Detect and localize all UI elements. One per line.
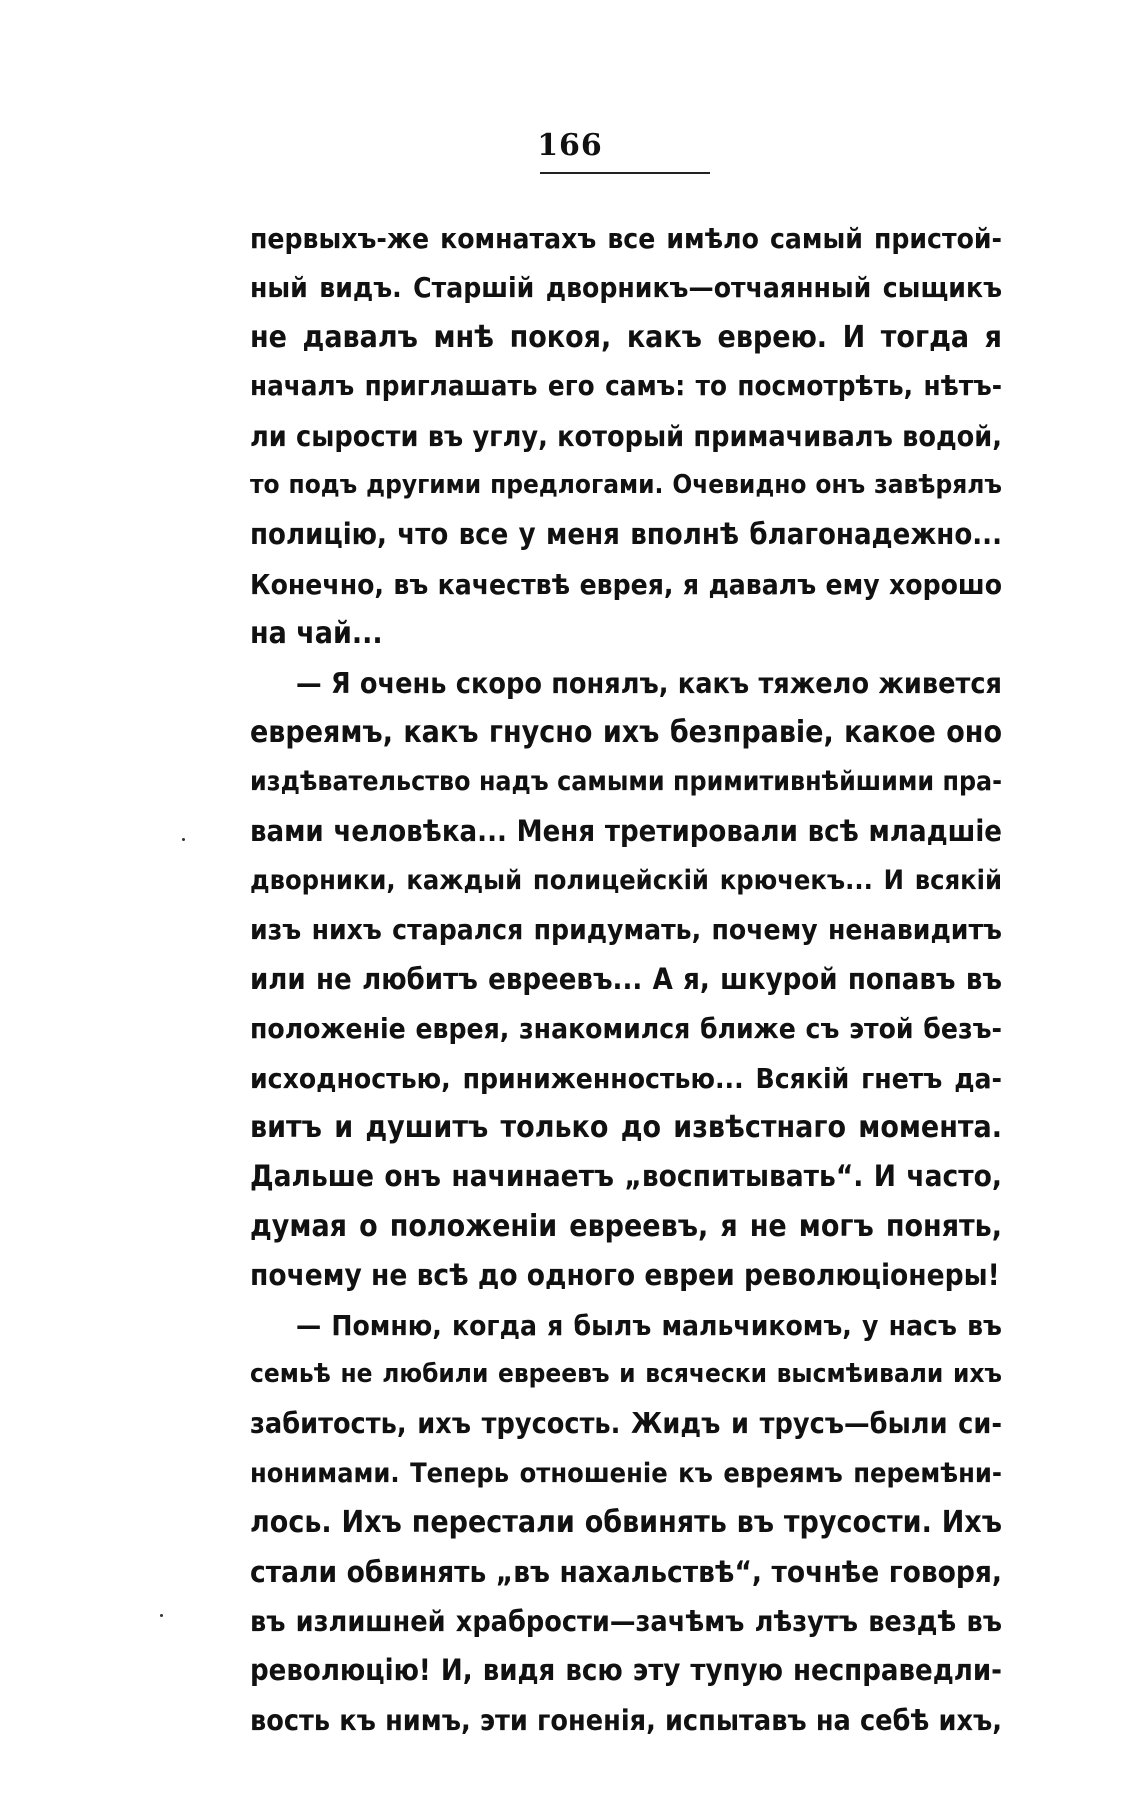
text-line: первыхъ-же комнатахъ все имѣло самый пристой- — [250, 222, 1002, 255]
text-line: исходностью, приниженностью... Всякій гнетъ да- — [250, 1061, 1002, 1095]
text-line: — Я очень скоро понялъ, какъ тяжело живется — [296, 666, 1002, 700]
text-line: революцію! И, видя всю эту тупую несправедли- — [250, 1653, 1002, 1688]
text-line: дворники, каждый полицейскій крючекъ... И всякій — [250, 865, 1002, 897]
header-rule — [540, 172, 710, 174]
scan-speck — [182, 838, 185, 841]
text-line: — Помню, когда я былъ мальчикомъ, у насъ въ — [296, 1308, 1002, 1342]
paragraph — [250, 214, 1002, 659]
text-line: то подъ другими предлогами. Очевидно онъ завѣрялъ — [250, 469, 1002, 500]
text-line: вами человѣка... Меня третировали всѣ младшіе — [250, 813, 1002, 848]
paragraph — [250, 1301, 1002, 1746]
text-line: положеніе еврея, знакомился ближе съ этой безъ- — [250, 1012, 1002, 1046]
text-line: не давалъ мнѣ покоя, какъ еврею. И тогда я — [250, 319, 1002, 355]
text-line: забитость, ихъ трусость. Жидъ и трусъ—были си- — [250, 1407, 1002, 1441]
text-line: витъ и душитъ только до извѣстнаго момента. — [250, 1110, 1002, 1146]
text-line: нонимами. Теперь отношеніе къ евреямъ перемѣни- — [250, 1457, 1002, 1489]
paragraph — [250, 659, 1002, 1301]
text-line: ный видъ. Старшій дворникъ—отчаянный сыщикъ — [250, 271, 1002, 305]
body-text — [250, 214, 1002, 1745]
text-line: Дальше онъ начинаетъ „воспитывать“. И часто, — [250, 1159, 1002, 1194]
page-number: 166 — [537, 128, 603, 163]
text-line: изъ нихъ старался придумать, почему ненавидитъ — [250, 913, 1002, 947]
text-line: вость къ нимъ, эти гоненія, испытавъ на себѣ ихъ, — [250, 1703, 1002, 1737]
text-line: евреямъ, какъ гнусно ихъ безправіе, какое оно — [250, 714, 1002, 750]
text-line: думая о положеніи евреевъ, я не могъ понять, — [250, 1208, 1002, 1244]
text-line: полицію, что все у меня вполнѣ благонадежно... — [250, 517, 1002, 552]
text-line: почему не всѣ до одного евреи революціонеры! — [250, 1258, 1000, 1293]
text-line: издѣвательство надъ самыми примитивнѣйшими пра- — [250, 766, 1002, 798]
text-line: семьѣ не любили евреевъ и всячески высмѣивали ихъ — [250, 1358, 1002, 1389]
text-line: Конечно, въ качествѣ еврея, я давалъ ему хорошо — [250, 567, 1002, 601]
scan-speck — [160, 1614, 163, 1617]
text-line: или не любитъ евреевъ... А я, шкурой попавъ въ — [250, 961, 1002, 996]
text-line: лось. Ихъ перестали обвинять въ трусости. Ихъ — [250, 1505, 1002, 1541]
text-line: стали обвинять „въ нахальствѣ“, точнѣе говоря, — [250, 1554, 1002, 1589]
text-line: на чай... — [250, 616, 383, 652]
text-line: началъ приглашать его самъ: то посмотрѣть, нѣтъ- — [250, 370, 1002, 403]
text-line: въ излишней храбрости—зачѣмъ лѣзутъ вездѣ въ — [250, 1604, 1002, 1638]
text-line: ли сырости въ углу, который примачивалъ водой, — [250, 419, 1002, 453]
